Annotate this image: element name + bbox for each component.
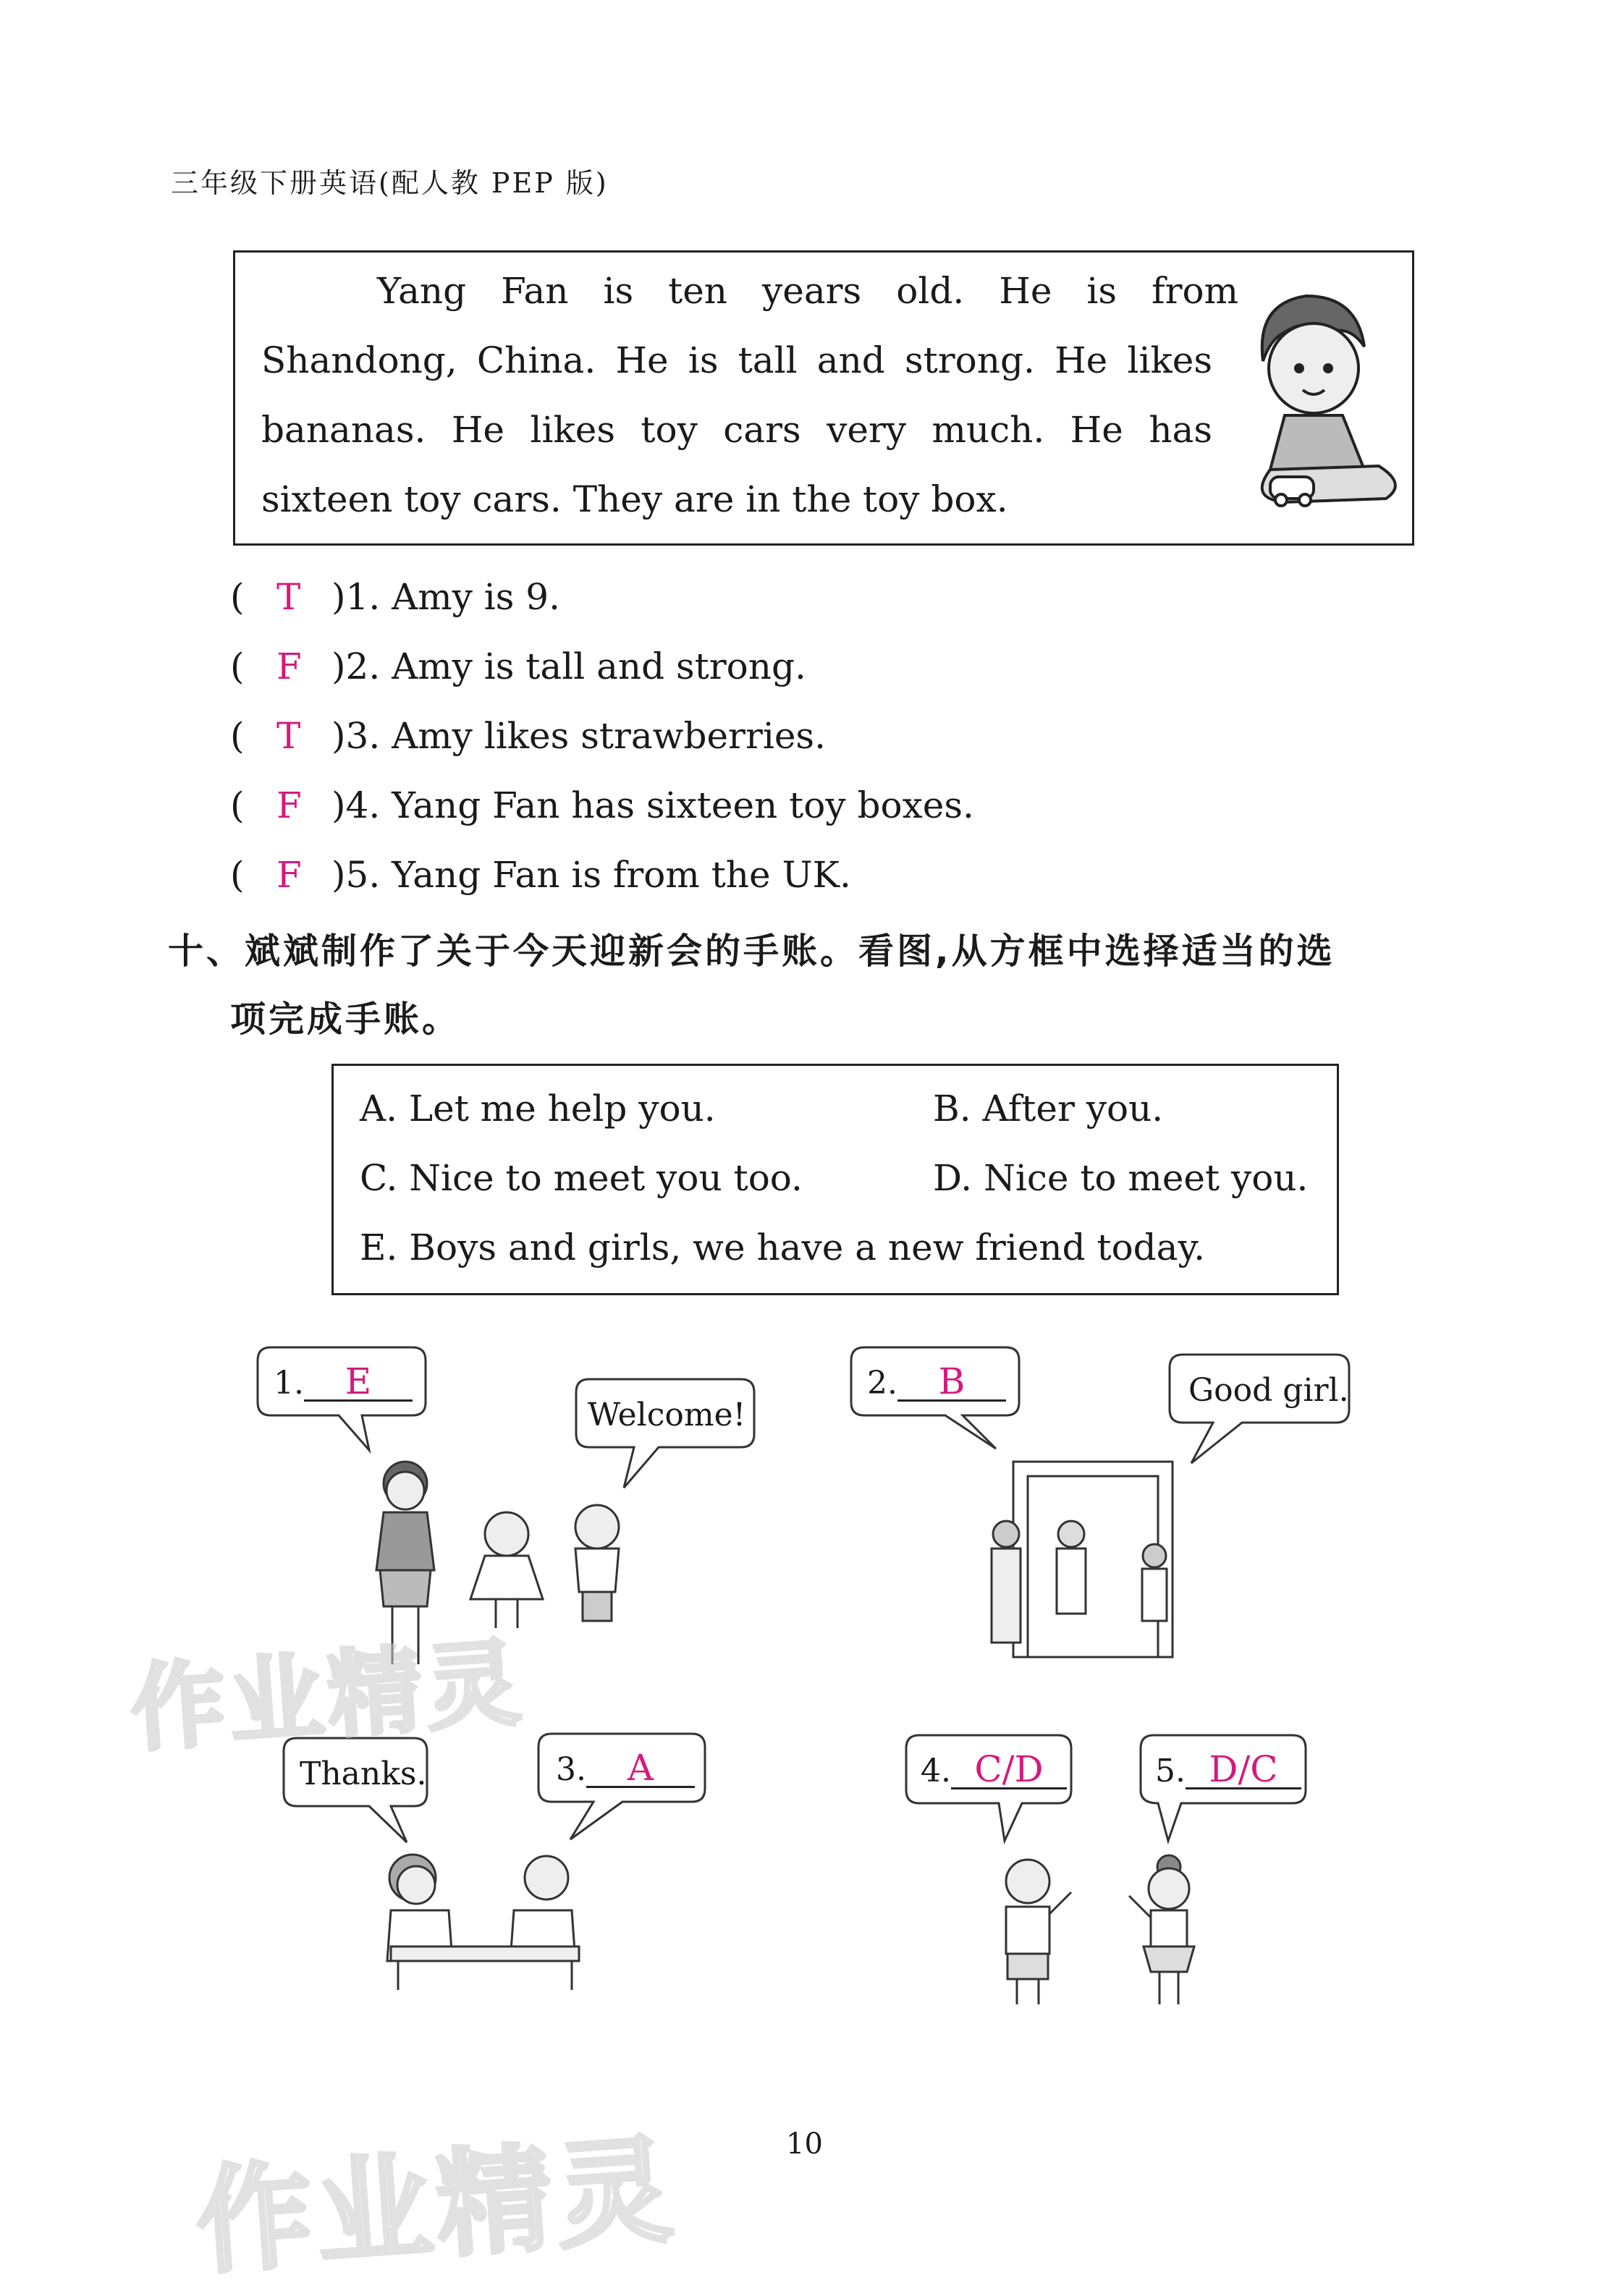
answer-blank-5: D/C <box>1186 1751 1301 1789</box>
watermark-bottom: 作业精灵 <box>192 2122 681 2290</box>
bubble-thanks: Thanks. <box>300 1755 427 1792</box>
tf-question-2: ( F )2. Amy is tall and strong. <box>230 645 806 687</box>
bubble-3: 3. A <box>556 1750 695 1788</box>
bubble-4: 4. C/D <box>921 1751 1067 1789</box>
elevator-illustration <box>970 1454 1187 1672</box>
girl-waving-illustration <box>1115 1852 1216 2012</box>
boy-waving-illustration <box>984 1852 1086 2012</box>
tf-answer-5: F <box>276 854 302 896</box>
book-header: 三年级下册英语(配人教 PEP 版) <box>171 167 609 199</box>
tf-question-5: ( F )5. Yang Fan is from the UK. <box>230 854 851 896</box>
option-e: E. Boys and girls, we have a new friend today. <box>360 1227 1205 1268</box>
option-a: A. Let me help you. <box>360 1088 716 1130</box>
bubble-2: 2. B <box>867 1363 1006 1402</box>
answer-blank-2: B <box>897 1363 1006 1402</box>
passage-line-3: bananas. He likes toy cars very much. He has <box>261 409 1212 451</box>
watermark-mid: 作业精灵 <box>127 1627 528 1765</box>
passage-line-1: Yang Fan is ten years old. He is from <box>377 270 1238 312</box>
option-c: C. Nice to meet you too. <box>360 1157 803 1199</box>
tf-answer-2: F <box>276 645 302 687</box>
bubble-1: 1. E <box>274 1363 413 1402</box>
kids-at-table-illustration <box>376 1845 586 1990</box>
tf-question-4: ( F )4. Yang Fan has sixteen toy boxes. <box>230 784 974 826</box>
bubble-good-girl: Good girl. <box>1188 1372 1349 1409</box>
answer-blank-1: E <box>304 1363 413 1402</box>
option-b: B. After you. <box>933 1088 1164 1130</box>
section-10-title: 十、斌斌制作了关于今天迎新会的手账。看图,从方框中选择适当的选 <box>168 931 1335 972</box>
passage-line-4: sixteen toy cars. They are in the toy box. <box>261 478 1008 520</box>
tf-question-1: ( T )1. Amy is 9. <box>230 576 561 618</box>
answer-blank-3: A <box>586 1750 695 1788</box>
tf-answer-3: T <box>276 715 301 757</box>
tf-answer-1: T <box>276 576 301 618</box>
bubble-welcome: Welcome! <box>588 1397 746 1433</box>
option-d: D. Nice to meet you. <box>933 1157 1309 1199</box>
tf-answer-4: F <box>276 784 302 826</box>
section-10-title-cont: 项完成手账。 <box>230 999 461 1040</box>
answer-blank-4: C/D <box>951 1751 1067 1789</box>
page-number: 10 <box>786 2127 823 2161</box>
bubble-5: 5. D/C <box>1155 1751 1301 1789</box>
bubble-good-girl-shape <box>1170 1355 1349 1463</box>
tf-question-3: ( T )3. Amy likes strawberries. <box>230 715 826 757</box>
passage-line-2: Shandong, China. He is tall and strong. He likes <box>261 339 1212 381</box>
